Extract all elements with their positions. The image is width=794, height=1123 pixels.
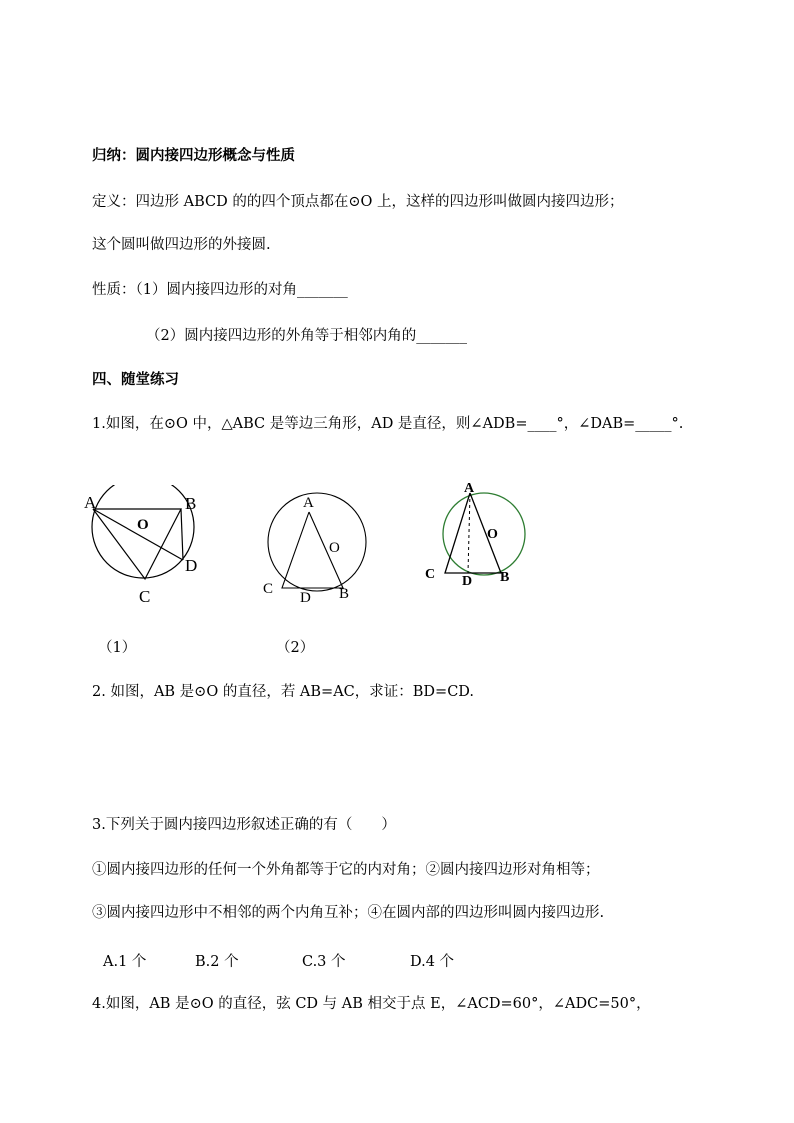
- figure-2-caption: （2）: [276, 640, 315, 656]
- fig3-dashed-ad: [468, 493, 470, 573]
- fig1-label-c: C: [139, 587, 151, 606]
- property-1: 性质：（1）圆内接四边形的对角_______: [92, 282, 348, 298]
- figure-3: [420, 478, 535, 597]
- fig2-label-d: D: [300, 590, 311, 605]
- fig3-label-a: A: [464, 481, 475, 496]
- option-a: A.1 个: [103, 954, 147, 970]
- fig2-label-b: B: [339, 586, 350, 602]
- summary-heading: 归纳：圆内接四边形概念与性质: [92, 148, 295, 164]
- section-heading: 四、随堂练习: [92, 372, 179, 388]
- question-4: 4.如图，AB 是⊙O 的直径，弦 CD 与 AB 相交于点 E，∠ACD=60°，∠ADC=50°，: [92, 996, 651, 1012]
- fig2-label-o: O: [329, 540, 340, 556]
- option-d: D.4 个: [410, 954, 455, 970]
- fig2-label-a: A: [303, 495, 314, 511]
- property-2: （2）圆内接四边形的外角等于相邻内角的_______: [146, 328, 467, 344]
- fig3-label-o: O: [487, 527, 498, 542]
- fig3-label-c: C: [425, 567, 436, 582]
- fig2-circle: [268, 493, 366, 591]
- fig3-label-d: D: [462, 574, 473, 589]
- question-3-line-2: ③圆内接四边形中不相邻的两个内角互补；④在圆内部的四边形叫圆内接四边形.: [92, 905, 605, 921]
- fig1-label-d: D: [185, 556, 198, 575]
- fig1-segment-bd: [181, 509, 183, 560]
- fig3-circle: [443, 493, 525, 575]
- question-1: 1.如图，在⊙O 中，△ABC 是等边三角形，AD 是直径，则∠ADB=____°，∠DAB=_____°.: [92, 416, 684, 432]
- option-c: C.3 个: [302, 954, 346, 970]
- fig3-label-b: B: [500, 570, 510, 585]
- option-b: B.2 个: [195, 954, 239, 970]
- figure-1: [80, 485, 210, 614]
- question-2: 2. 如图，AB 是⊙O 的直径，若 AB=AC，求证：BD=CD.: [92, 684, 475, 700]
- fig1-label-a: A: [84, 493, 97, 512]
- definition-text-2: 这个圆叫做四边形的外接圆.: [92, 237, 271, 253]
- definition-text: 定义：四边形 ABCD 的的四个顶点都在⊙O 上，这样的四边形叫做圆内接四边形；: [92, 194, 624, 210]
- figure-1-caption: （1）: [98, 640, 137, 656]
- fig1-label-b: B: [185, 494, 197, 513]
- fig1-label-o: O: [137, 517, 149, 533]
- figure-2: [255, 490, 370, 609]
- fig2-label-c: C: [263, 581, 274, 597]
- question-3: 3.下列关于圆内接四边形叙述正确的有（ ）: [92, 817, 396, 833]
- question-3-line-1: ①圆内接四边形的任何一个外角都等于它的内对角；②圆内接四边形对角相等；: [92, 862, 600, 878]
